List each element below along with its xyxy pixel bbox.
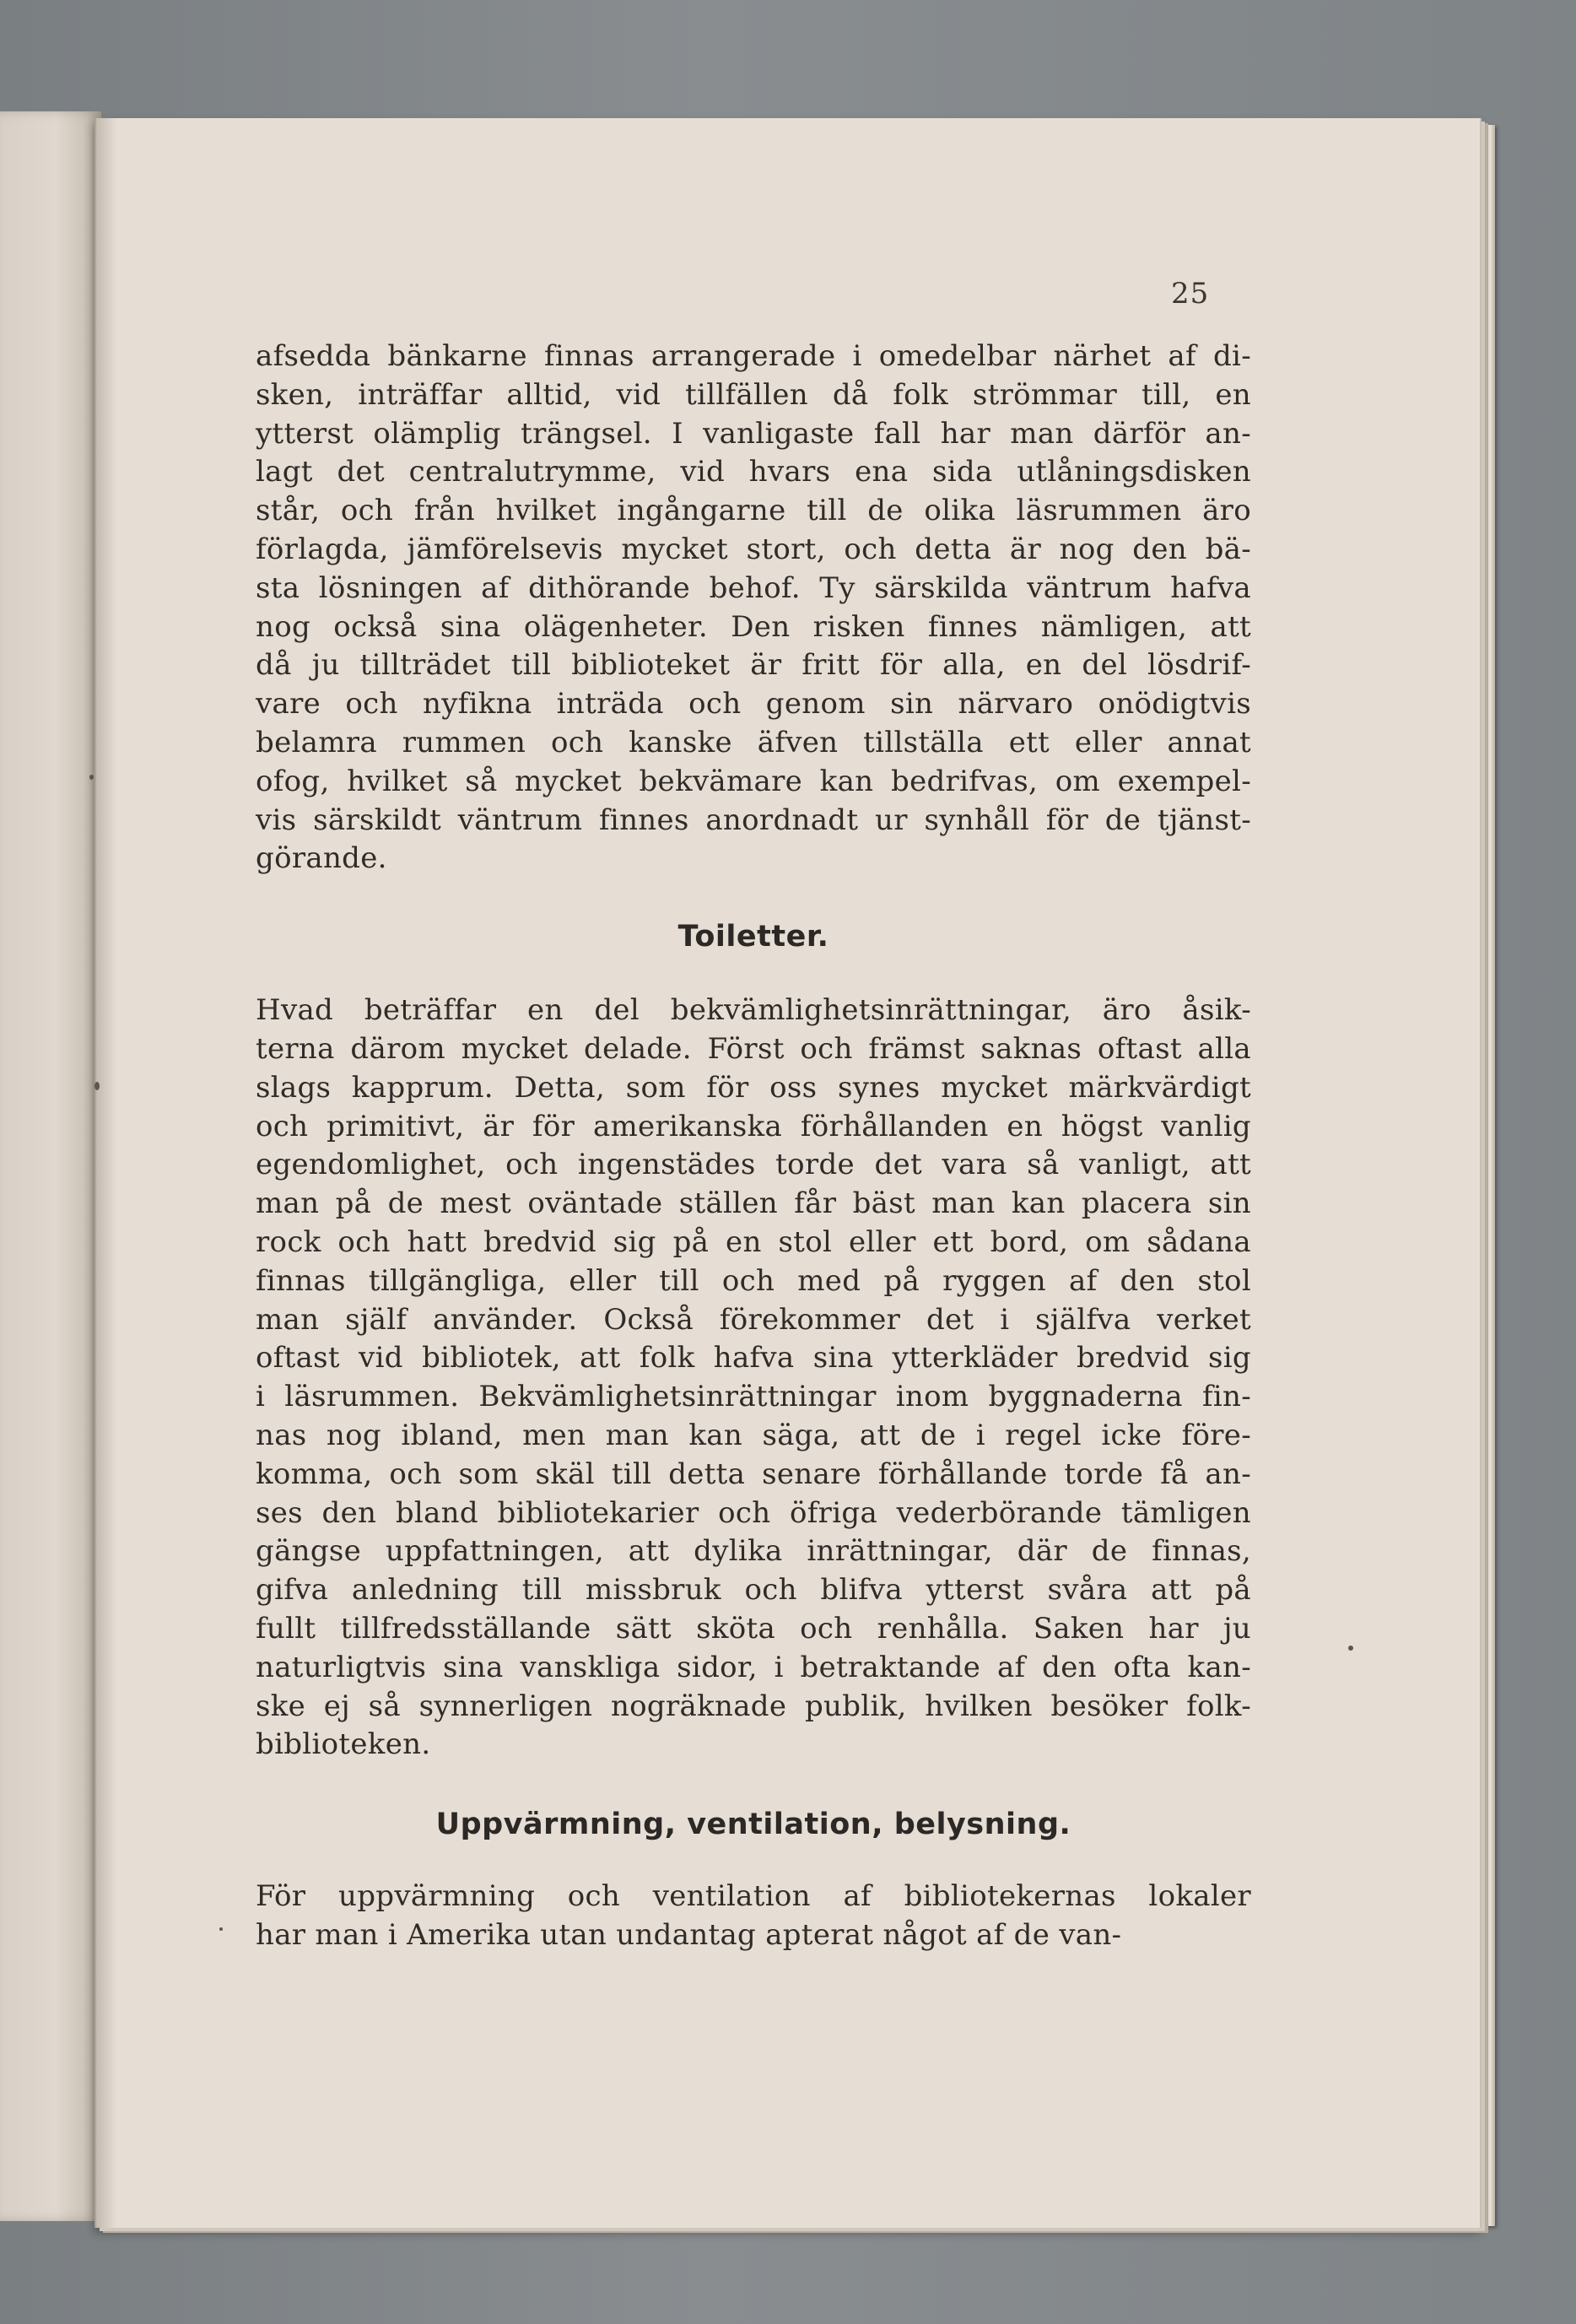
- text-line: sken, inträffar alltid, vid tillfällen då folk strömmar till, en: [256, 377, 1251, 412]
- text-line: oftast vid bibliotek, att folk hafva sina ytterkläder bredvid sig: [256, 1341, 1251, 1375]
- text-line: biblioteken.: [256, 1727, 431, 1762]
- text-line: vare och nyfikna inträda och genom sin närvaro onödigtvis: [256, 687, 1251, 722]
- text-line: man på de mest oväntade ställen får bäst man kan placera sin: [256, 1186, 1251, 1221]
- section-heading-toiletter: Toiletter.: [677, 920, 829, 954]
- text-line: terna därom mycket delade. Först och främst saknas oftast alla: [256, 1031, 1251, 1066]
- text-line: rock och hatt bredvid sig på en stol eller ett bord, om sådana: [256, 1224, 1251, 1259]
- text-line: naturligtvis sina vanskliga sidor, i betraktande af den ofta kan-: [256, 1650, 1251, 1684]
- text-line: gängse uppfattningen, att dylika inrättningar, där de finnas,: [256, 1534, 1251, 1569]
- paper-speck: [94, 1082, 100, 1090]
- paragraph-toiletter: [256, 992, 1251, 1765]
- text-line: Hvad beträffar en del bekvämlighetsinrättningar, äro åsik-: [256, 993, 1251, 1028]
- text-line: står, och från hvilket ingångarne till de olika läsrummen äro: [256, 494, 1251, 528]
- text-line: slags kapprum. Detta, som för oss synes mycket märkvärdigt: [256, 1070, 1251, 1105]
- paper-speck: [219, 1927, 223, 1931]
- text-line: och primitivt, är för amerikanska förhållanden en högst vanlig: [256, 1109, 1251, 1143]
- text-line: ses den bland bibliotekarier och öfriga vederbörande tämligen: [256, 1495, 1251, 1530]
- paragraph-intro: [256, 338, 1251, 878]
- paper-speck: [89, 775, 94, 780]
- facing-page-edge: [0, 111, 101, 2221]
- paragraph-uppvarmning: [256, 1878, 1251, 1955]
- section-heading-uppvarmning: Uppvärmning, ventilation, belysning.: [435, 1808, 1071, 1842]
- text-line: ske ej så synnerligen nogräknade publik, hvilken besöker folk-: [256, 1689, 1251, 1723]
- text-line: har man i Amerika utan undantag apterat något af de van-: [256, 1917, 1122, 1952]
- paper-speck: [1348, 1646, 1353, 1651]
- text-line: då ju tillträdet till biblioteket är fritt för alla, en del lösdrif-: [256, 648, 1251, 683]
- text-line: vis särskildt väntrum finnes anordnadt ur synhåll för de tjänst-: [256, 803, 1251, 837]
- text-line: gifva anledning till missbruk och blifva ytterst svåra att på: [256, 1573, 1251, 1608]
- text-line: belamra rummen och kanske äfven tillställa ett eller annat: [256, 725, 1251, 759]
- text-line: egendomlighet, och ingenstädes torde det vara så vanligt, att: [256, 1148, 1251, 1182]
- page-number: 25: [1171, 277, 1210, 311]
- text-line: i läsrummen. Bekvämlighetsinrättningar inom byggnaderna fin-: [256, 1380, 1251, 1414]
- text-line: finnas tillgängliga, eller till och med på ryggen af den stol: [256, 1263, 1251, 1298]
- text-line: görande.: [256, 841, 387, 876]
- text-line: sta lösningen af dithörande behof. Ty särskilda väntrum hafva: [256, 570, 1251, 605]
- text-line: man själf använder. Också förekommer det i själfva verket: [256, 1302, 1251, 1337]
- text-line: För uppvärmning och ventilation af bibliotekernas lokaler: [256, 1879, 1251, 1914]
- text-line: ofog, hvilket så mycket bekvämare kan bedrifvas, om exempel-: [256, 764, 1251, 798]
- text-line: lagt det centralutrymme, vid hvars ena sida utlåningsdisken: [256, 455, 1251, 489]
- text-line: nog också sina olägenheter. Den risken finnes nämligen, att: [256, 609, 1251, 644]
- gutter-shadow: [94, 118, 116, 2228]
- text-line: ytterst olämplig trängsel. I vanligaste fall har man därför an-: [256, 416, 1251, 451]
- text-line: fullt tillfredsställande sätt sköta och renhålla. Saken har ju: [256, 1611, 1251, 1646]
- page-text: [256, 338, 1251, 1955]
- text-line: afsedda bänkarne finnas arrangerade i omedelbar närhet af di-: [256, 339, 1251, 373]
- text-line: nas nog ibland, men man kan säga, att de i regel icke före-: [256, 1418, 1251, 1452]
- text-line: förlagda, jämförelsevis mycket stort, och detta är nog den bä-: [256, 532, 1251, 566]
- text-line: komma, och som skäl till detta senare förhållande torde få an-: [256, 1457, 1251, 1491]
